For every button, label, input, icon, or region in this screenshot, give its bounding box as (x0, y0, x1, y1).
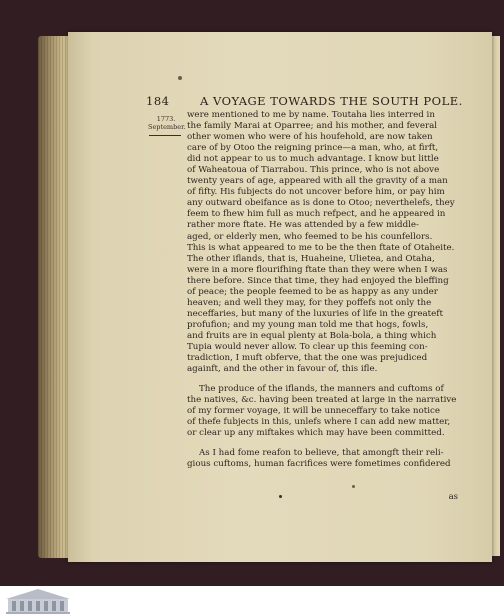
text-line: did not appear to us to much advantage. I know but little (187, 154, 439, 165)
text-line: rather more ftate. He was attended by a few middle- (187, 220, 419, 231)
paragraph-gap (187, 375, 472, 384)
text-line: were mentioned to me by name. Toutaha lies interred in (187, 110, 435, 120)
text-line: of peace; the people feemed to be as happy as any under (187, 286, 438, 297)
text-line: there before. Since that time, they had enjoyed the bleffing (187, 275, 449, 286)
text-line: any outward obeifance as is done to Otoo; neverthelefs, they (187, 198, 455, 209)
page-stack-edge (38, 36, 72, 558)
text-line: againft, and the other in favour of, this ifle. (187, 364, 378, 375)
text-line: gious cuftoms, human facrifices were fometimes confidered (187, 459, 451, 470)
body-text (187, 110, 472, 470)
text-line: Tupia would never allow. To clear up this feeming con- (187, 341, 428, 352)
running-title: A VOYAGE TOWARDS THE SOUTH POLE. (200, 94, 463, 108)
text-line: The produce of the iflands, the manners and cuftoms of (199, 384, 444, 395)
margin-bracket (149, 131, 181, 136)
text-line: neceffaries, but many of the luxuries of life in the greateft (187, 308, 443, 319)
paper-blemish (352, 485, 355, 488)
paper-blemish (178, 76, 182, 80)
text-line: aged, or elderly men, who feemed to be his counfellors. (187, 231, 433, 242)
text-line: of thefe fubjects in this, unlefs where I can add new matter, (187, 417, 451, 428)
margin-note (148, 115, 184, 131)
library-building-icon (2, 587, 74, 615)
catch-row (187, 492, 472, 503)
text-line: heaven; and well they may, for they poffefs not only the (187, 297, 432, 308)
text-line: As I had fome reafon to believe, that amongft their reli- (199, 448, 444, 459)
text-line: and fruits are in equal plenty at Bola-bola, a thing which (187, 330, 437, 341)
paragraph-gap (187, 439, 472, 448)
text-line: of Waheatoua of Tiarrabou. This prince, who is not above (187, 165, 440, 176)
text-line: were in a more flourifhing ftate than they were when I was (187, 264, 448, 275)
text-line: The other iflands, that is, Huaheine, Ulietea, and Otaha, (187, 253, 435, 264)
text-line: care of by Otoo the reigning prince—a man, who, at firft, (187, 143, 439, 154)
text-line: feem to fhew him full as much refpect, and he appeared in (187, 209, 446, 220)
footer-bar (0, 586, 504, 616)
margin-note-year: 1773. (156, 115, 176, 123)
text-line: of my former voyage, it will be unneceffary to take notice (187, 406, 441, 417)
signature-mark (279, 495, 282, 498)
page-number: 184 (146, 94, 170, 108)
text-line: the family Marai at Oparree; and his mother, and feveral (187, 121, 438, 132)
text-line: other women who were of his houfehold, are now taken (187, 132, 433, 143)
text-line: profufion; and my young man told me that hogs, fowls, (187, 319, 429, 330)
margin-note-month: September. (148, 123, 186, 131)
text-line: of fifty. His fubjects do not uncover before him, or pay him (187, 187, 445, 198)
text-line: twenty years of age, appeared with all the gravity of a man (187, 176, 448, 187)
text-line: or clear up any miftakes which may have been committed. (187, 428, 445, 439)
text-line: This is what appeared to me to be the then ftate of Otaheite. (187, 242, 455, 253)
catchword: as (448, 492, 458, 502)
text-line: the natives, &c. having been treated at large in the narrative (187, 395, 457, 406)
text-line: tradiction, I muft obferve, that the one was prejudiced (187, 353, 428, 364)
